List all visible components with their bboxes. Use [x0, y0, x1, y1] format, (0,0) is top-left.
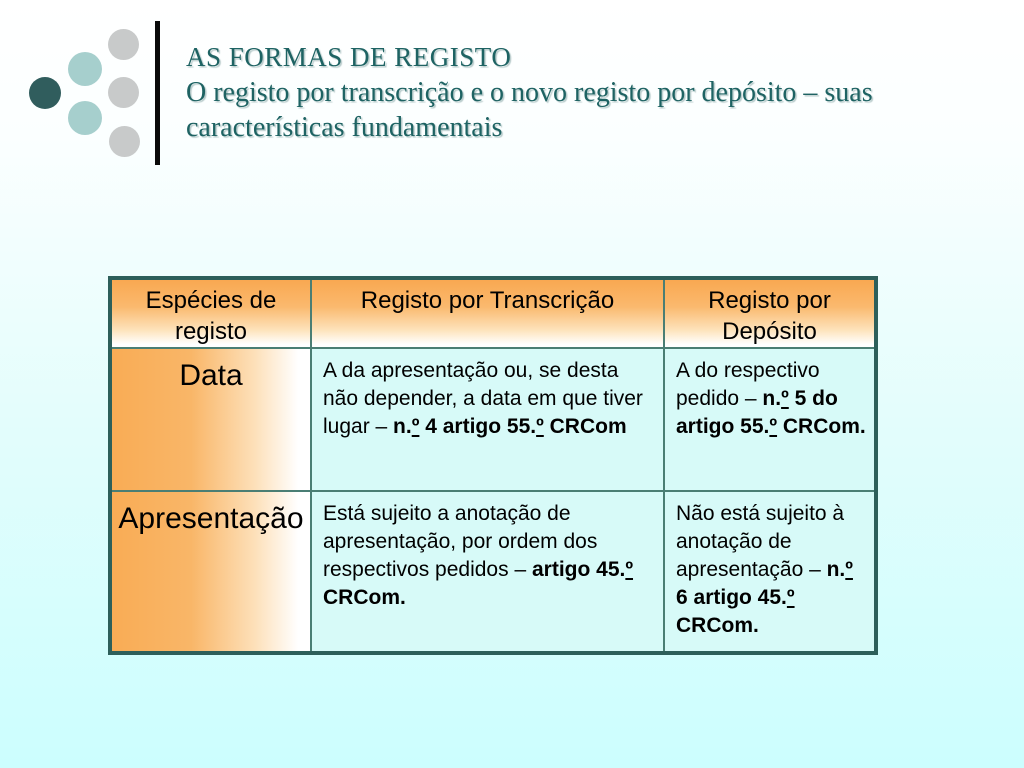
cell-apresentacao-deposito: Não está sujeito à anotação de apresentação – n.º 6 artigo 45.º CRCom. — [664, 491, 876, 653]
row-label-apresentacao: Apresentação — [110, 491, 311, 653]
logo-dot-gray-icon — [108, 77, 139, 108]
cell-apresentacao-transcricao: Está sujeito a anotação de apresentação, por ordem dos respectivos pedidos – artigo 45.º CRCom. — [311, 491, 664, 653]
table-header-row — [110, 278, 876, 348]
page-subtitle-line1: O registo por transcrição e o novo registo por depósito – suas — [186, 77, 873, 108]
header-registo-por-transcricao: Registo por Transcrição — [311, 278, 664, 348]
header-registo-por-deposito: Registo por Depósito — [664, 278, 876, 348]
page-title: AS FORMAS DE REGISTO — [186, 42, 512, 72]
logo-dot-gray-icon — [109, 126, 140, 157]
table-row — [110, 348, 876, 491]
registo-table — [108, 276, 878, 655]
page-subtitle-line2: características fundamentais — [186, 112, 503, 143]
logo-dot-teal-icon — [68, 101, 102, 135]
logo-dot-dark-teal-icon — [29, 77, 61, 109]
logo-dot-gray-icon — [108, 29, 139, 60]
row-label-data: Data — [110, 348, 311, 491]
table-row — [110, 491, 876, 653]
cell-data-transcricao: A da apresentação ou, se desta não depender, a data em que tiver lugar – n.º 4 artigo 55.º CRCom — [311, 348, 664, 491]
header-especies-de-registo: Espécies de registo — [110, 278, 311, 348]
cell-data-deposito: A do respectivo pedido – n.º 5 do artigo 55.º CRCom. — [664, 348, 876, 491]
logo-dot-teal-icon — [68, 52, 102, 86]
title-block — [186, 40, 916, 145]
title-accent-bar — [155, 21, 160, 165]
